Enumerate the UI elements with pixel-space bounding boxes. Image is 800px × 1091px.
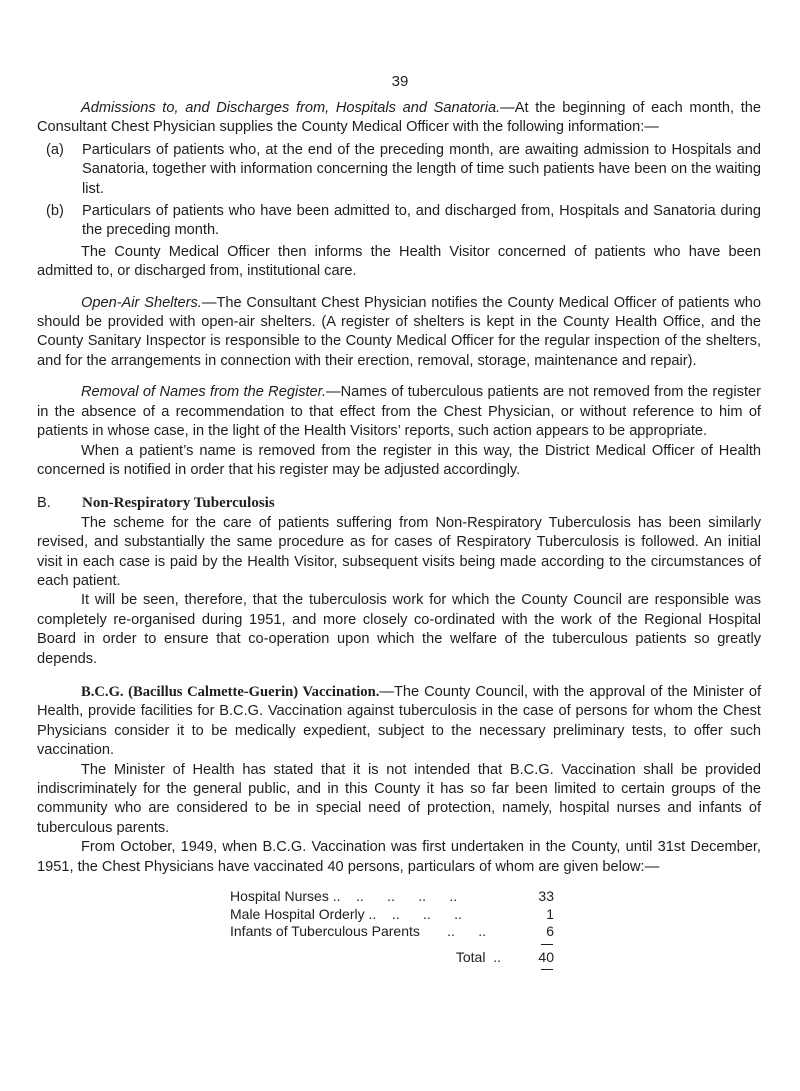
row-count: 33 bbox=[538, 888, 554, 905]
shelters-paragraph bbox=[37, 294, 761, 372]
section-b-heading bbox=[37, 494, 761, 513]
page-number: 39 bbox=[391, 73, 409, 90]
row-count: 1 bbox=[546, 905, 554, 922]
list-item-text: Particulars of patients who have been admitted to, and discharged from, Hospitals and Sanatoria during the preceding month. bbox=[82, 203, 761, 239]
shelters-heading: Open-Air Shelters. bbox=[81, 294, 202, 311]
total-row bbox=[230, 949, 554, 967]
table-row bbox=[230, 888, 554, 906]
sum-rule bbox=[230, 941, 554, 947]
non-respiratory-paragraph-2: It will be seen, therefore, that the tuberculosis work for which the County Council are responsible was completely re-organised during 1951, and more closely co-ordinated with the work of the Regional Hospital Board in order to ensure that co-operation upon which the welfare of the tuberculous patients so greatly depends. bbox=[37, 592, 761, 667]
list-item bbox=[37, 202, 761, 241]
admissions-follow-up: The County Medical Officer then informs the Health Visitor concerned of patients who have been admitted to, or discharged from, institutional care. bbox=[37, 243, 761, 280]
list-item-text: Particulars of patients who, at the end of the preceding month, are awaiting admission to Hospitals and Sanatoria, together with information concerning the length of time such patients have been on the waiting list. bbox=[82, 141, 761, 197]
total-count: 40 bbox=[538, 948, 554, 965]
sum-rule bbox=[230, 966, 554, 972]
total-label: Total .. bbox=[455, 948, 501, 965]
removal-text: —Names of tuberculous patients are not removed from the register in the absence of a recommendation to that effect from the Chest Physician, or without reference to him of patients in whose case, in the light of the Health Visitors’ reports, such action appears to be appropriate. bbox=[37, 384, 761, 440]
bcg-paragraph-1 bbox=[37, 683, 761, 761]
removal-paragraph-2: When a patient’s name is removed from the register in this way, the District Medical Officer of Health concerned is notified in order that his register may be adjusted accordingly. bbox=[37, 442, 761, 478]
table-row bbox=[230, 923, 554, 941]
row-label: Hospital Nurses .. .. .. .. .. bbox=[230, 888, 458, 905]
vaccination-table bbox=[230, 888, 554, 972]
bcg-paragraph-2: The Minister of Health has stated that it is not intended that B.C.G. Vaccination shall be provided indiscriminately for the general public, and in this County it has so far been limited to certain groups of the community who are considered to be in special need of protection, namely, hospital nurses and infants of tuberculous parents. bbox=[37, 761, 761, 836]
row-label: Infants of Tuberculous Parents .. .. bbox=[230, 923, 487, 940]
section-b-letter: B. bbox=[37, 495, 51, 512]
row-count: 6 bbox=[546, 923, 554, 940]
list-item bbox=[37, 141, 761, 199]
removal-paragraph bbox=[37, 383, 761, 441]
bcg-text: —The County Council, with the approval of the Minister of Health, provide facilities for B.C.G. Vaccination against tuberculosis in the case of persons for whom the Chest Physicians consider it to be medically expedient, subject to the necessary preliminary tests, to offer such vaccination. bbox=[37, 683, 761, 759]
shelters-text: —The Consultant Chest Physician notifies the County Medical Officer of patients who should be provided with open-air shelters. (A register of shelters is kept in the County Health Office, and the County Sanitary Inspector is responsible to the County Medical Officer for the regular inspection of the shelters, and for the arrangements in connection with their erection, removal, storage, maintenance and repair). bbox=[37, 294, 762, 369]
non-respiratory-paragraph-1: The scheme for the care of patients suffering from Non-Respiratory Tuberculosis has been similarly revised, and substantially the same procedure as for cases of Respiratory Tuberculosis is followed. An initial visit in each case is paid by the Health Visitor, subsequent visits being made according to the circumstances of each patient. bbox=[37, 514, 761, 589]
list-item-label: (a) bbox=[46, 141, 64, 158]
admissions-paragraph bbox=[37, 99, 761, 138]
list-item-label: (b) bbox=[46, 203, 64, 220]
admissions-intro: —At the beginning of each month, the Consultant Chest Physician supplies the County Medical Officer with the following information:— bbox=[37, 100, 762, 136]
bcg-heading: B.C.G. (Bacillus Calmette-Guerin) Vaccination. bbox=[81, 683, 380, 700]
body-text bbox=[37, 99, 761, 972]
removal-heading: Removal of Names from the Register. bbox=[81, 384, 327, 401]
row-label: Male Hospital Orderly .. .. .. .. bbox=[230, 905, 462, 922]
admissions-heading: Admissions to, and Discharges from, Hospitals and Sanatoria. bbox=[81, 100, 501, 116]
section-b-title: Non-Respiratory Tuberculosis bbox=[82, 495, 275, 512]
bcg-paragraph-3: From October, 1949, when B.C.G. Vaccination was first undertaken in the County, until 31st December, 1951, the Chest Physicians have vaccinated 40 persons, particulars of whom are given below:— bbox=[37, 839, 761, 875]
table-row bbox=[230, 906, 554, 924]
